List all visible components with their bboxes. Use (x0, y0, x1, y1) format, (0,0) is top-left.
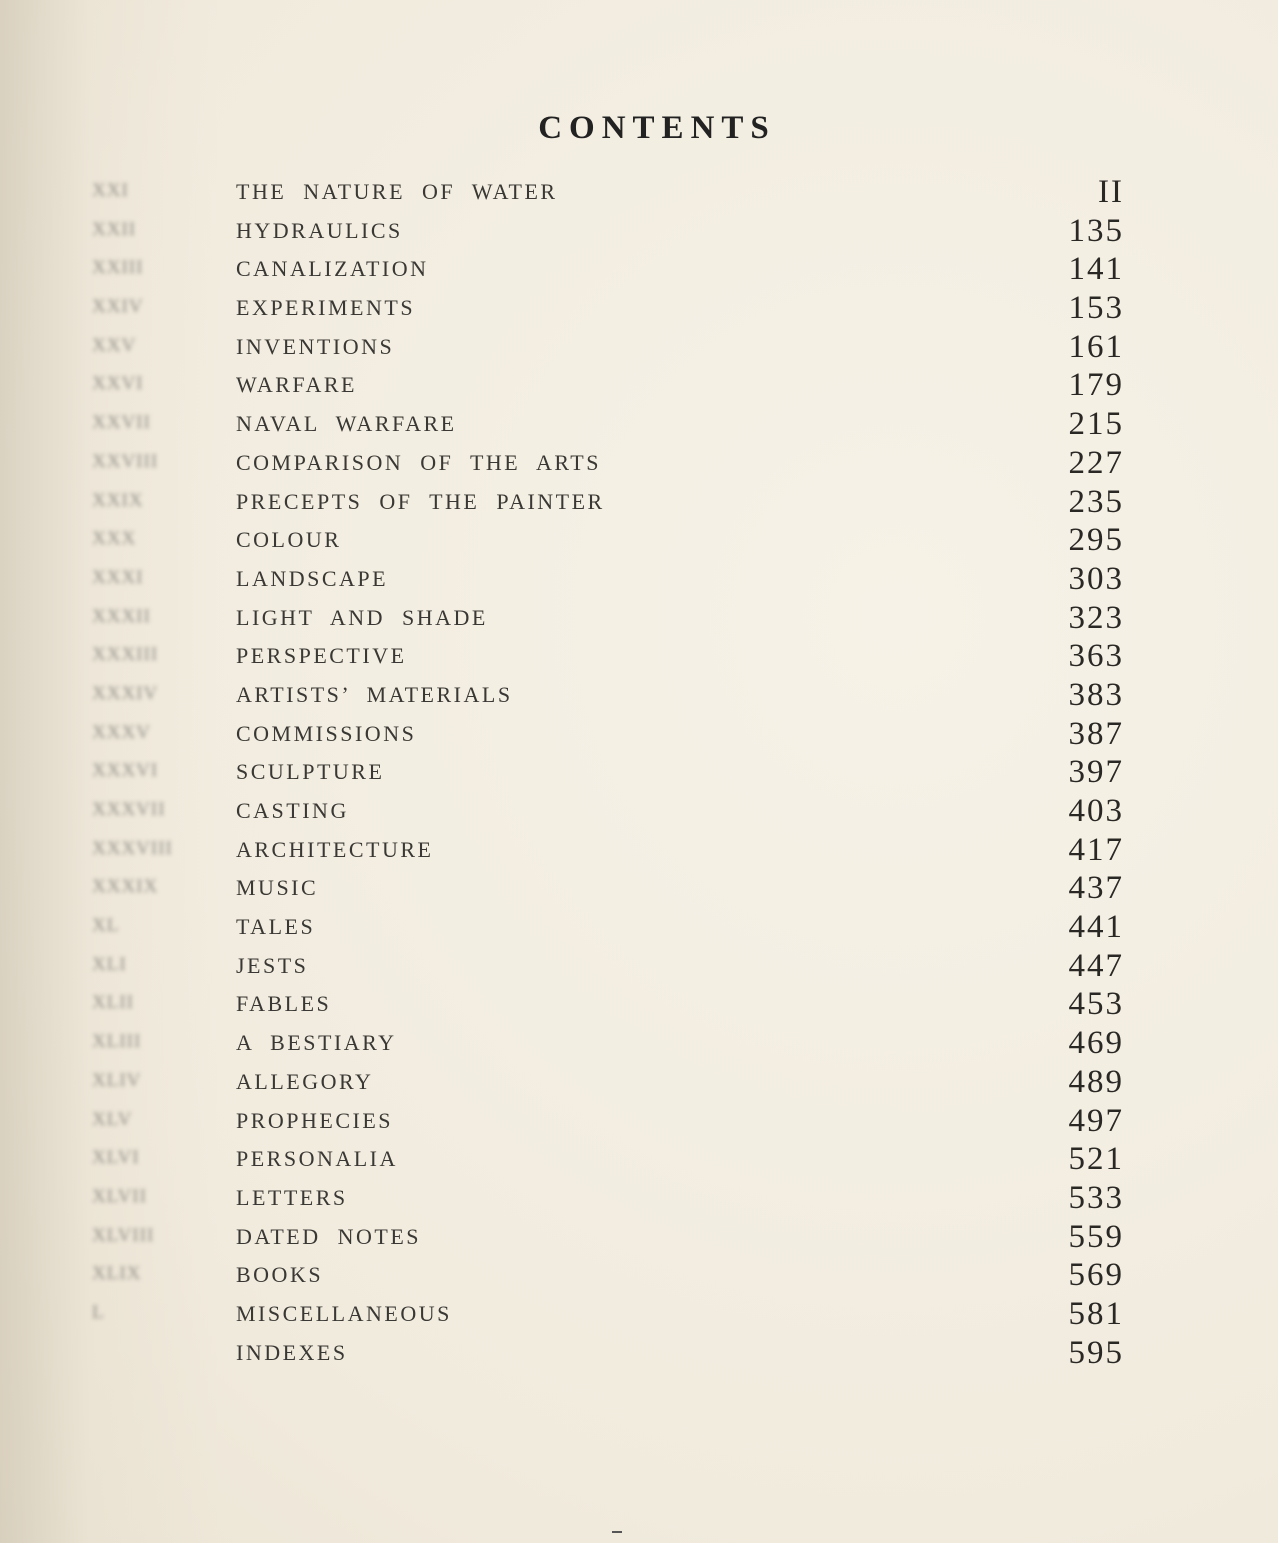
chapter-title: BOOKS (236, 1262, 324, 1288)
page-number: II (1098, 174, 1124, 210)
chapter-numeral: XXXVII (92, 799, 166, 820)
chapter-title: MISCELLANEOUS (236, 1300, 452, 1326)
toc-entry (0, 984, 1278, 1023)
toc-entry (0, 404, 1278, 443)
page-number: 417 (1068, 831, 1124, 868)
page-number: 581 (1068, 1295, 1124, 1332)
page-number: 135 (1068, 212, 1124, 249)
chapter-numeral: XXVIII (92, 450, 159, 472)
chapter-title: ARTISTS’ MATERIALS (236, 681, 513, 707)
chapter-title: CANALIZATION (236, 256, 429, 282)
chapter-numeral: XLV (92, 1108, 133, 1130)
chapter-title: JESTS (236, 952, 309, 978)
chapter-numeral: XXIII (92, 257, 144, 279)
chapter-title: LIGHT AND SHADE (236, 604, 488, 630)
toc-entry (0, 249, 1278, 288)
toc-entry (0, 636, 1278, 675)
toc-entry (0, 1139, 1278, 1178)
chapter-title: INDEXES (236, 1339, 348, 1365)
chapter-numeral: XXI (92, 180, 129, 201)
chapter-title: ARCHITECTURE (236, 836, 434, 862)
chapter-title: TALES (236, 914, 316, 940)
chapter-title: A BESTIARY (236, 1030, 397, 1056)
chapter-title: COMMISSIONS (236, 720, 417, 746)
page-number: 295 (1068, 522, 1124, 559)
chapter-numeral: XLVIII (92, 1224, 155, 1246)
chapter-numeral: XLIII (92, 1031, 142, 1053)
toc-entry (0, 1062, 1278, 1101)
chapter-numeral: XLII (92, 992, 134, 1014)
toc-entry (0, 868, 1278, 907)
page-number: 179 (1068, 367, 1124, 404)
chapter-numeral: XLIV (92, 1069, 142, 1091)
toc-entry (0, 791, 1278, 830)
chapter-numeral: XXVII (92, 412, 151, 434)
toc-entry (0, 598, 1278, 637)
toc-entry (0, 714, 1278, 753)
page-number: 453 (1068, 986, 1124, 1023)
chapter-numeral: XXV (92, 334, 137, 356)
chapter-numeral: XLIX (92, 1263, 142, 1285)
chapter-title: COLOUR (236, 527, 342, 553)
page-number: 363 (1068, 638, 1124, 675)
chapter-title: SCULPTURE (236, 759, 385, 785)
toc-entry (0, 1333, 1278, 1372)
page-number: 521 (1068, 1141, 1124, 1178)
page-number: 595 (1068, 1334, 1124, 1371)
page-number: 437 (1068, 870, 1124, 907)
page-number: 387 (1068, 715, 1124, 752)
chapter-title: COMPARISON OF THE ARTS (236, 449, 601, 475)
page-number: 303 (1068, 560, 1124, 597)
chapter-title: DATED NOTES (236, 1223, 421, 1249)
chapter-title: THE NATURE OF WATER (236, 179, 558, 204)
toc-entry (0, 443, 1278, 482)
chapter-title: ALLEGORY (236, 1068, 374, 1094)
chapter-numeral: XXXIV (92, 682, 159, 704)
page-number: 153 (1068, 290, 1124, 327)
chapter-numeral: XL (92, 915, 120, 937)
chapter-numeral: L (92, 1301, 105, 1323)
chapter-numeral: XLI (92, 953, 127, 975)
toc-entry (0, 1255, 1278, 1294)
chapter-numeral: XXXIX (92, 876, 159, 898)
toc-entry (0, 482, 1278, 521)
toc-entry (0, 211, 1278, 250)
page-number: 469 (1068, 1025, 1124, 1062)
page-number: 397 (1068, 754, 1124, 791)
chapter-title: PERSONALIA (236, 1146, 398, 1172)
page-number: 161 (1068, 328, 1124, 365)
chapter-title: INVENTIONS (236, 333, 395, 359)
chapter-title: NAVAL WARFARE (236, 411, 457, 437)
chapter-numeral: XXII (92, 218, 137, 240)
chapter-title: LETTERS (236, 1184, 348, 1210)
page-number: 497 (1068, 1102, 1124, 1139)
chapter-title: HYDRAULICS (236, 217, 403, 243)
page-number: 215 (1068, 406, 1124, 443)
toc-entry (0, 1294, 1278, 1333)
toc-entry (0, 675, 1278, 714)
toc-entry (0, 907, 1278, 946)
chapter-title: FABLES (236, 991, 332, 1017)
page-number: 559 (1068, 1218, 1124, 1255)
toc-entry (0, 365, 1278, 404)
toc-entry (0, 1178, 1278, 1217)
chapter-numeral: XXX (92, 528, 137, 550)
table-of-contents (0, 172, 1278, 1371)
chapter-title: PRECEPTS OF THE PAINTER (236, 488, 605, 514)
toc-entry (0, 172, 1278, 211)
chapter-title: PERSPECTIVE (236, 643, 407, 669)
toc-entry (0, 1023, 1278, 1062)
page-number: 235 (1068, 483, 1124, 520)
toc-entry (0, 327, 1278, 366)
toc-entry (0, 752, 1278, 791)
chapter-numeral: XXVI (92, 373, 144, 395)
chapter-numeral: XLVI (92, 1147, 140, 1169)
chapter-numeral: XXXVIII (92, 837, 173, 859)
chapter-title: EXPERIMENTS (236, 295, 416, 321)
page-number: 489 (1068, 1063, 1124, 1100)
page-number: 141 (1068, 251, 1124, 288)
page-number: 447 (1068, 947, 1124, 984)
chapter-numeral: XLVII (92, 1185, 147, 1207)
toc-entry (0, 520, 1278, 559)
chapter-numeral: XXIV (92, 296, 144, 318)
toc-entry (0, 946, 1278, 985)
page-number: 383 (1068, 676, 1124, 713)
chapter-numeral: XXXV (92, 721, 151, 743)
page-number: 403 (1068, 793, 1124, 829)
page-title: CONTENTS (538, 110, 776, 147)
chapter-title: PROPHECIES (236, 1107, 394, 1133)
chapter-numeral: XXXIII (92, 644, 159, 666)
chapter-title: LANDSCAPE (236, 565, 389, 591)
toc-entry (0, 288, 1278, 327)
toc-entry (0, 1101, 1278, 1140)
toc-entry (0, 1217, 1278, 1256)
page-number: 227 (1068, 444, 1124, 481)
page-number: 441 (1068, 909, 1124, 946)
page-number: 569 (1068, 1257, 1124, 1294)
chapter-title: MUSIC (236, 875, 319, 901)
page-footer-mark (612, 1531, 622, 1533)
chapter-title: CASTING (236, 798, 349, 823)
chapter-numeral: XXXVI (92, 760, 159, 782)
page-number: 323 (1068, 599, 1124, 636)
chapter-numeral: XXXII (92, 605, 151, 627)
page-number: 533 (1068, 1179, 1124, 1216)
chapter-title: WARFARE (236, 372, 357, 398)
chapter-numeral: XXIX (92, 489, 144, 511)
toc-entry (0, 830, 1278, 869)
toc-entry (0, 559, 1278, 598)
chapter-numeral: XXXI (92, 566, 144, 588)
